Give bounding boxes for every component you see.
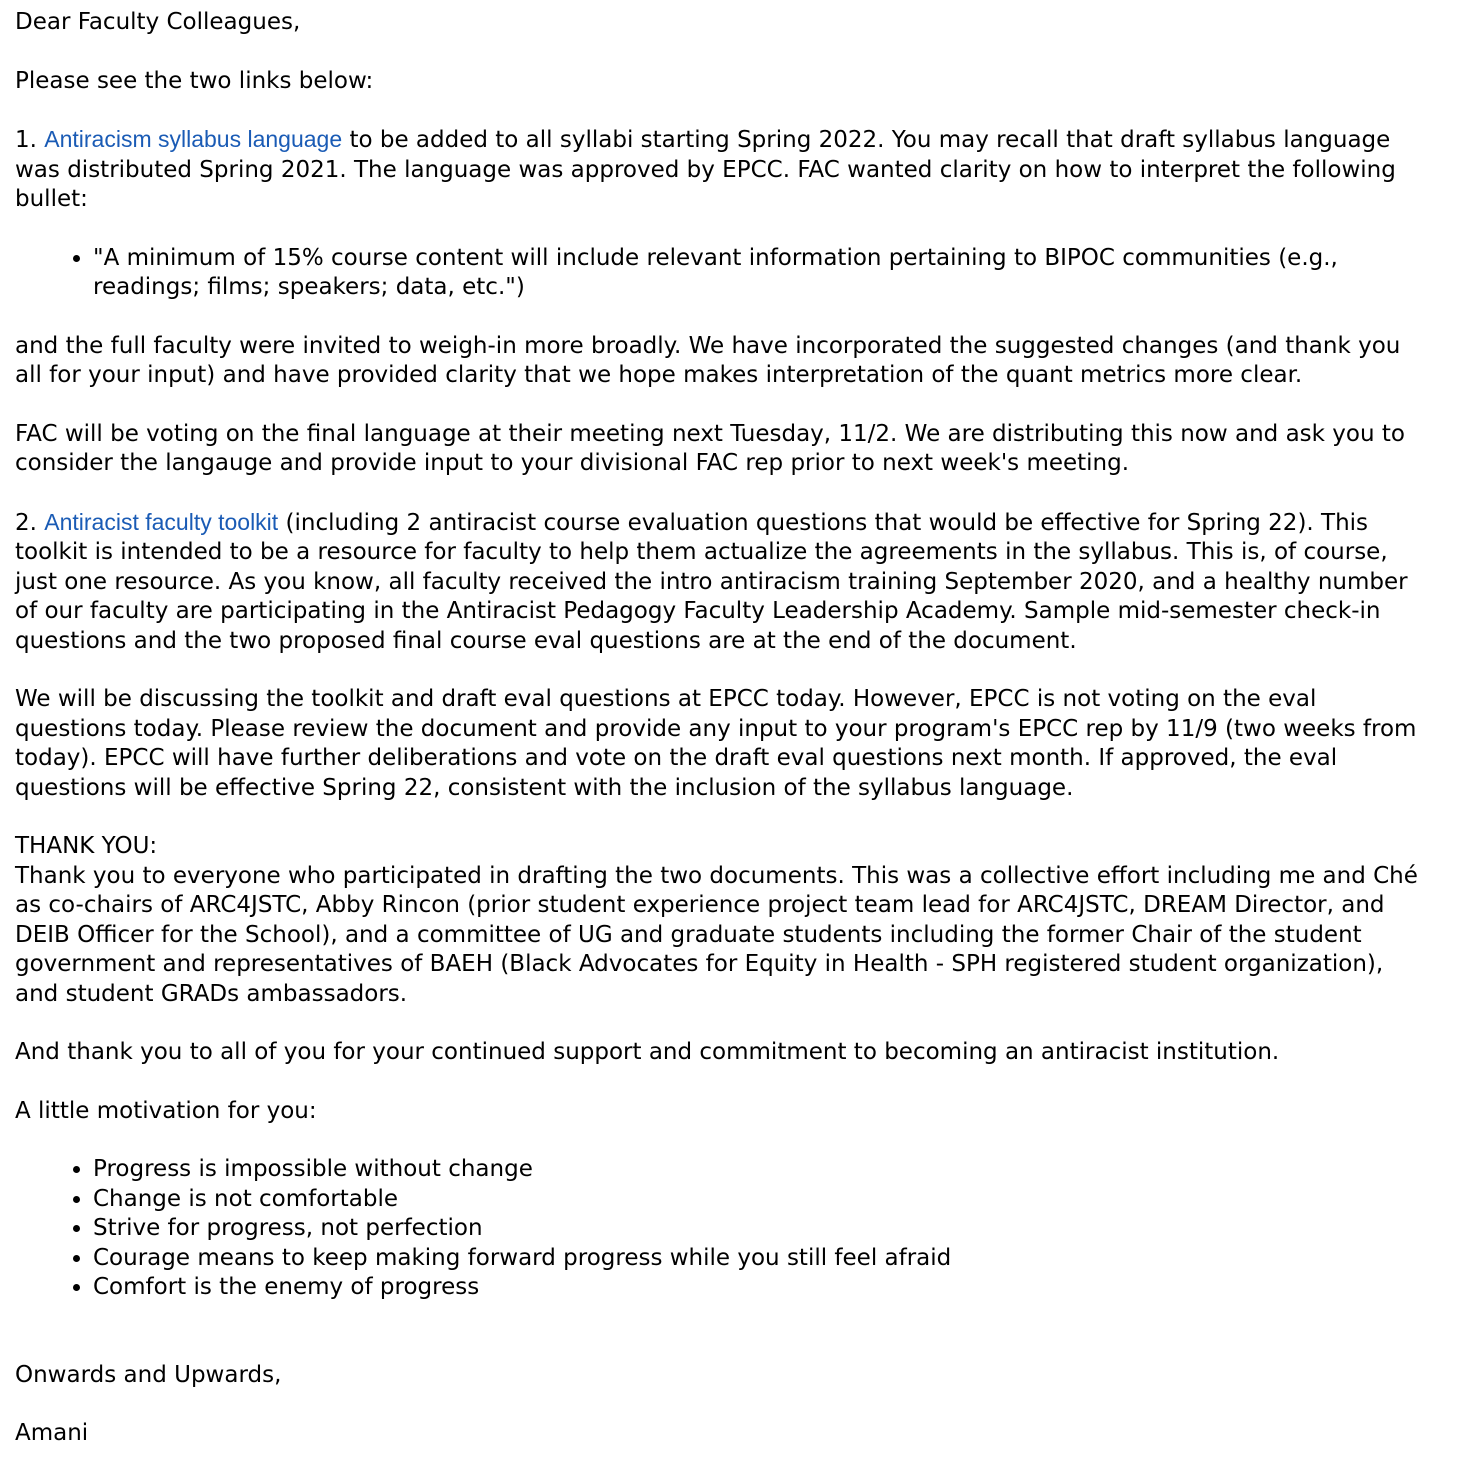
item-2-paragraph (15, 508, 1422, 657)
continued-support-paragraph: And thank you to all of you for your continued support and commitment to becoming an antiracist institution. (15, 1039, 1280, 1065)
item-2-text: (including 2 antiracist course evaluation questions that would be effective for Spring 22). This toolkit is intended to be a resource for faculty to help them actualize the agreements in the syllabus. This is, of course, just one resource. As you know, all faculty received the intro antiracism training September 2020, and a healthy number of our faculty are participating in the Antiracist Pedagogy Faculty Leadership Academy. Sample mid-semester check-in questions and the two proposed final course eval questions are at the end of the document. (15, 509, 1408, 654)
list-item: • Progress is impossible without change (93, 1155, 1422, 1185)
motivation-list (15, 1155, 1422, 1303)
list-item: • Comfort is the enemy of progress (93, 1273, 1422, 1303)
list-item: • Courage means to keep making forward progress while you still feel afraid (93, 1244, 1422, 1274)
item-1-paragraph (15, 125, 1422, 215)
sign-off: Onwards and Upwards, (15, 1361, 282, 1388)
incorporated-changes-paragraph: and the full faculty were invited to weigh-in more broadly. We have incorporated the suggested changes (and thank you all for your input) and have provided clarity that we hope makes interpretation of the quant metrics more clear. (15, 332, 1401, 388)
thank-you-paragraph: Thank you to everyone who participated in drafting the two documents. This was a collective effort including me and Ché as co-chairs of ARC4JSTC, Abby Rincon (prior student experience project team lead for ARC4JSTC, DREAM Director, and DEIB Officer for the School), and a committee of UG and graduate students including the former Chair of the student government and representatives of BAEH (Black Advocates for Equity in Health - SPH registered student organization), and student GRADs ambassadors. (15, 862, 1418, 1007)
item-1-text: to be added to all syllabi starting Spring 2022. You may recall that draft syllabus language was distributed Spring 2021. The language was approved by EPCC. FAC wanted clarity on how to interpret the following bullet: (15, 127, 1396, 212)
signature: Amani (15, 1420, 89, 1446)
quoted-bullet-list (15, 244, 1422, 303)
item-1-number: 1. (15, 127, 45, 153)
epcc-paragraph: We will be discussing the toolkit and draft eval questions at EPCC today. However, EPCC is not voting on the eval questions today. Please review the document and provide any input to your program's EPCC rep by 11/9 (two weeks from today). EPCC will have further deliberations and vote on the draft eval questions next month. If approved, the eval questions will be effective Spring 22, consistent with the inclusion of the syllabus language. (15, 686, 1417, 801)
intro-text: Please see the two links below: (15, 67, 374, 94)
greeting: Dear Faculty Colleagues, (15, 9, 301, 35)
motivation-intro: A little motivation for you: (15, 1097, 317, 1124)
item-2-number: 2. (15, 509, 45, 536)
list-item: • Strive for progress, not perfection (93, 1214, 1422, 1244)
fac-vote-paragraph: FAC will be voting on the final language at their meeting next Tuesday, 11/2. We are distributing this now and ask you to consider the langauge and provide input to your divisional FAC rep prior to next week's meeting. (15, 420, 1405, 476)
antiracism-syllabus-language-link[interactable]: Antiracism syllabus language (44, 126, 343, 152)
quoted-bullet: • "A minimum of 15% course content will include relevant information pertaining to BIPOC communities (e.g., readings; films; speakers; data, etc.") (93, 244, 1422, 303)
thank-you-heading: THANK YOU: (15, 833, 158, 859)
list-item: • Change is not comfortable (93, 1185, 1422, 1215)
antiracist-faculty-toolkit-link[interactable]: Antiracist faculty toolkit (44, 508, 279, 535)
